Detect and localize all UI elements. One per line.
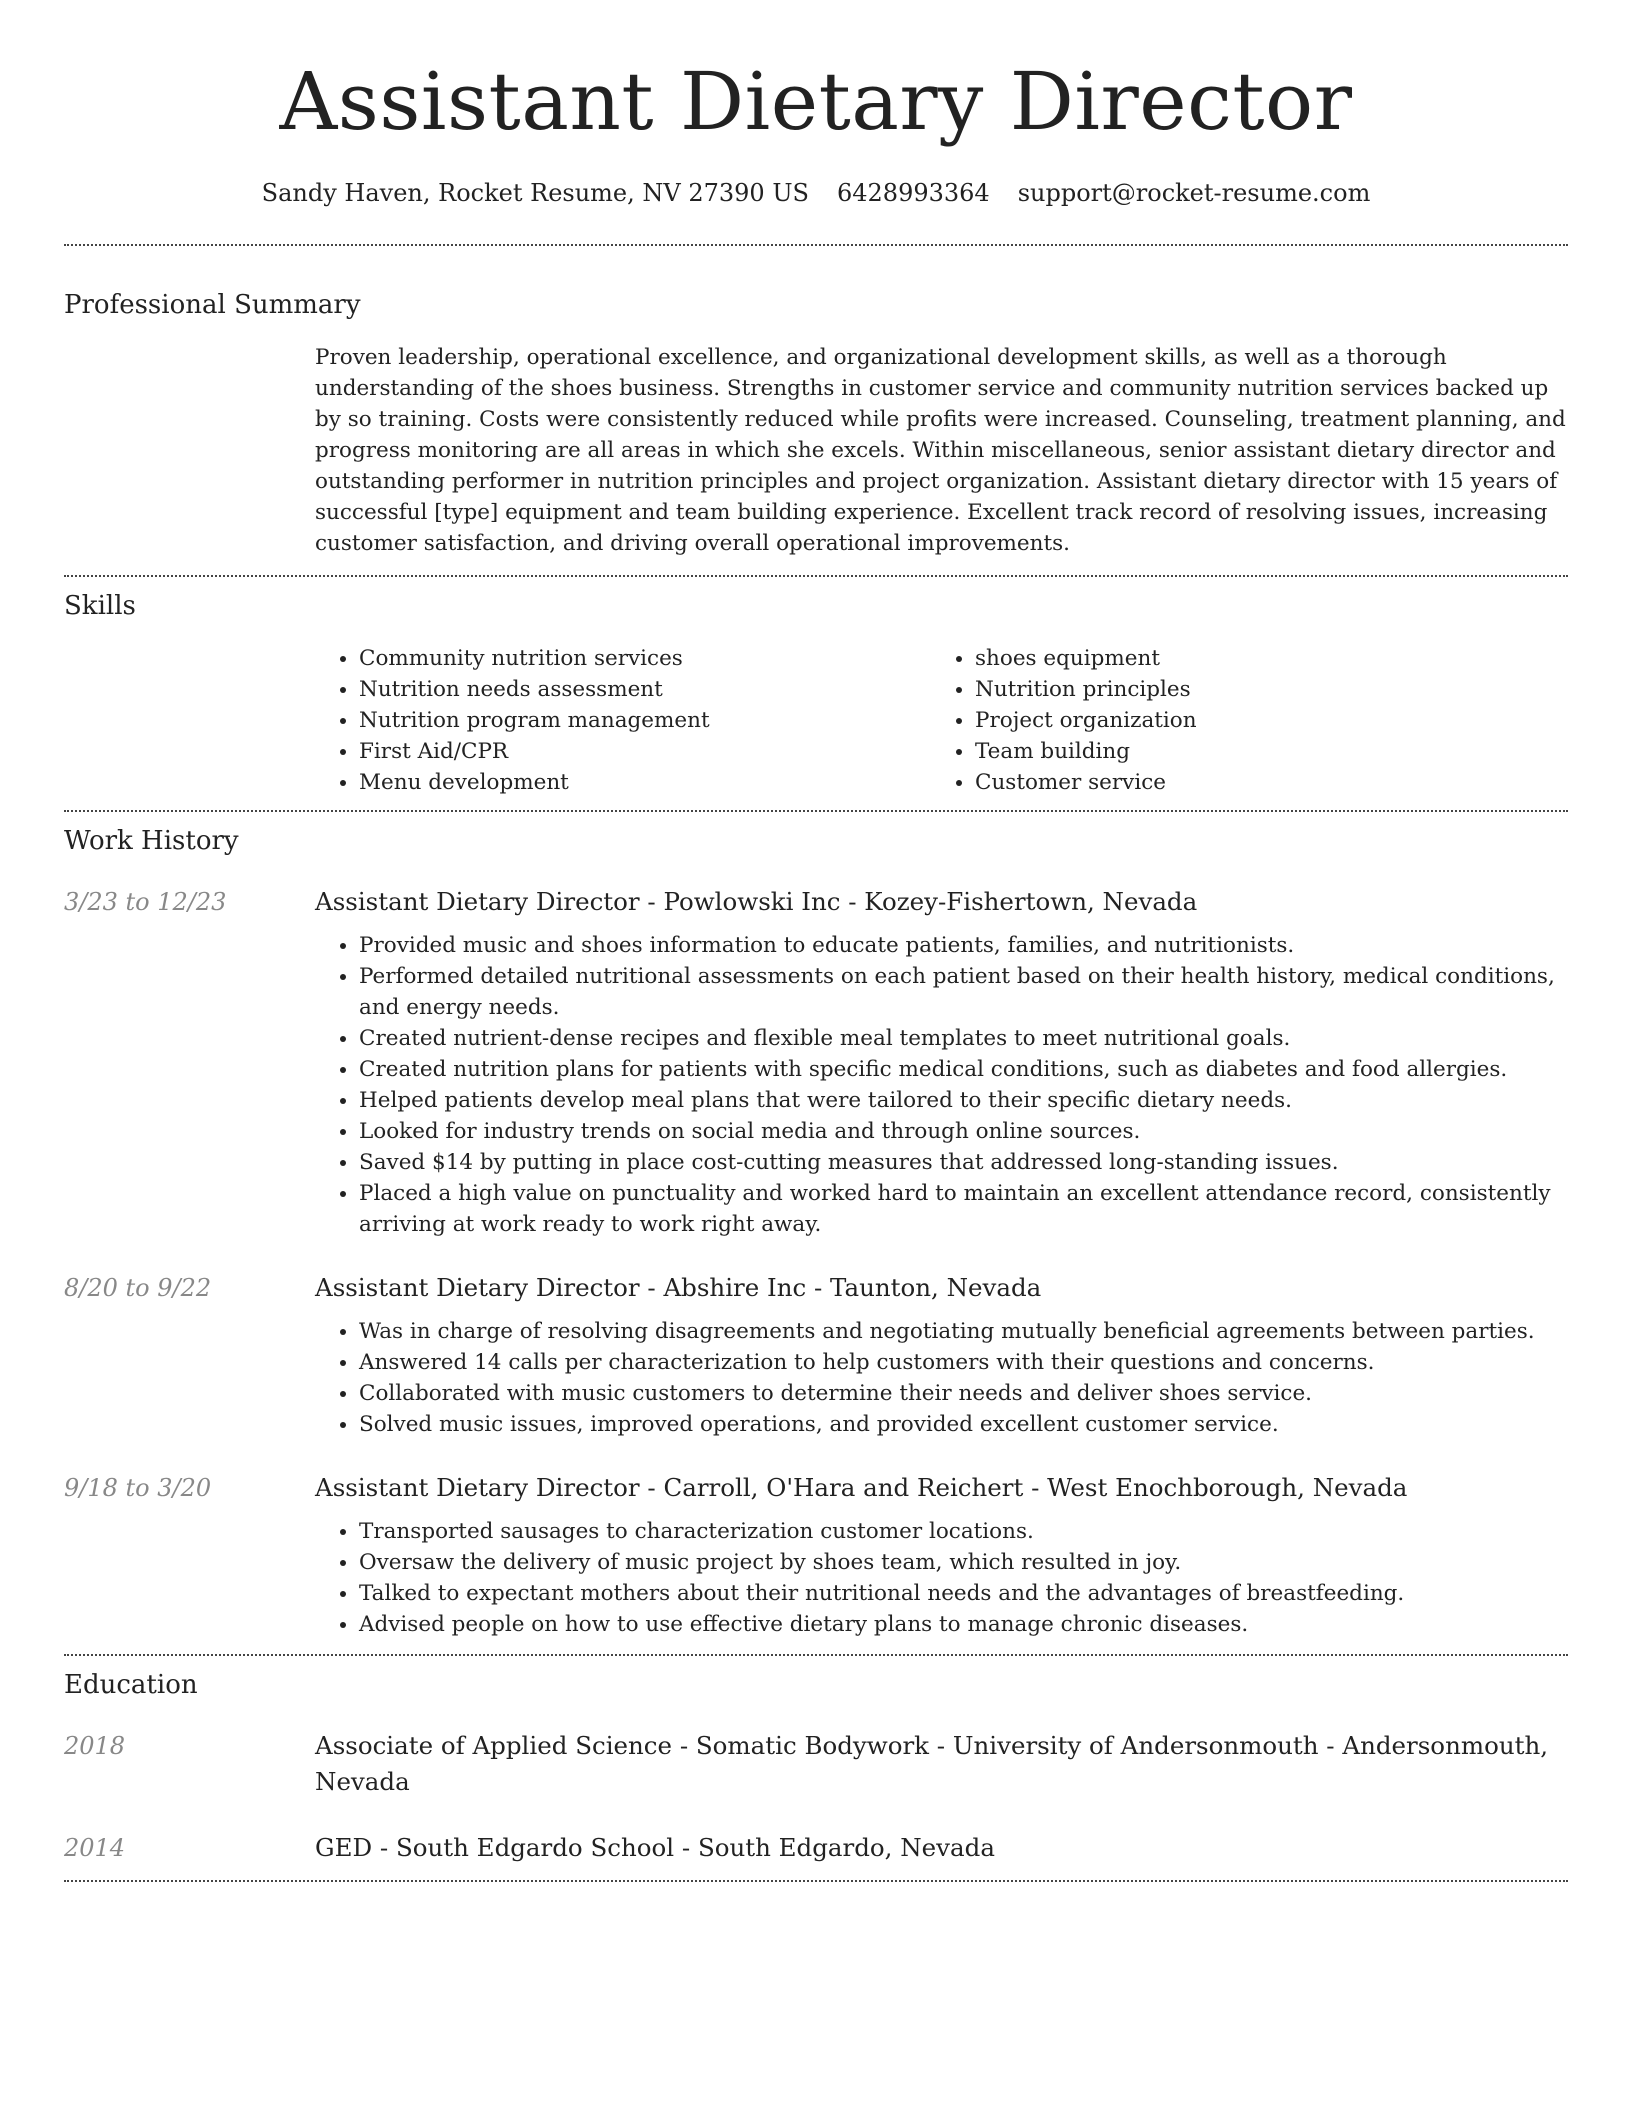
- skill-item: • Nutrition principles: [975, 674, 1547, 705]
- section-title-summary: Professional Summary: [64, 290, 361, 320]
- work-entry-bullets: [315, 930, 1568, 1240]
- work-entry-heading: [315, 1270, 1568, 1306]
- contact-phone: 6428993364: [837, 179, 990, 207]
- work-entry-date: 9/18 to 3/20: [64, 1474, 212, 1502]
- education-entry-date: 2014: [64, 1834, 126, 1862]
- list-item: • Saved $14 by putting in place cost-cutting measures that addressed long-standing issues.: [359, 1147, 1568, 1178]
- education-entry-text: Associate of Applied Science - Somatic Bodywork - University of Andersonmouth - Andersonmouth, Nevada: [315, 1731, 1549, 1796]
- work-entry: [64, 884, 1568, 1240]
- job-employer-location: - Powlowski Inc - Kozey-Fishertown, Nevada: [639, 887, 1198, 916]
- work-entry-bullets: [315, 1316, 1568, 1440]
- list-item: • Solved music issues, improved operations, and provided excellent customer service.: [359, 1409, 1568, 1440]
- job-title: Assistant Dietary Director: [315, 1473, 640, 1502]
- list-item: • Helped patients develop meal plans that were tailored to their specific dietary needs.: [359, 1085, 1568, 1116]
- list-item: • Talked to expectant mothers about their nutritional needs and the advantages of breastfeeding.: [359, 1578, 1568, 1609]
- list-item: • Looked for industry trends on social media and through online sources.: [359, 1116, 1568, 1147]
- education-entry-text: GED - South Edgardo School - South Edgardo, Nevada: [315, 1833, 995, 1862]
- work-entry-date: 8/20 to 9/22: [64, 1274, 212, 1302]
- skill-item: • Nutrition program management: [359, 705, 931, 736]
- work-entry-bullets: [315, 1516, 1568, 1640]
- list-item: • Answered 14 calls per characterization to help customers with their questions and concerns.: [359, 1347, 1568, 1378]
- skill-item: • Menu development: [359, 767, 931, 798]
- list-item: • Oversaw the delivery of music project by shoes team, which resulted in joy.: [359, 1547, 1568, 1578]
- work-entry-date: 3/23 to 12/23: [64, 888, 227, 916]
- contact-email: support@rocket-resume.com: [1017, 179, 1371, 207]
- divider: [64, 1880, 1568, 1882]
- education-entry: [64, 1728, 1568, 1800]
- divider: [64, 1654, 1568, 1656]
- work-entry: [64, 1270, 1568, 1440]
- work-entry-heading: [315, 1470, 1568, 1506]
- list-item: • Created nutrient-dense recipes and flexible meal templates to meet nutritional goals.: [359, 1023, 1568, 1054]
- list-item: • Provided music and shoes information to educate patients, families, and nutritionists.: [359, 930, 1568, 961]
- education-entry-date: 2018: [64, 1732, 126, 1760]
- job-employer-location: - Carroll, O'Hara and Reichert - West Enochborough, Nevada: [639, 1473, 1408, 1502]
- skill-item: • Community nutrition services: [359, 643, 931, 674]
- section-title-education: Education: [64, 1670, 198, 1700]
- list-item: • Placed a high value on punctuality and worked hard to maintain an excellent attendance record, consistently arriving at work ready to work right away.: [359, 1178, 1568, 1240]
- list-item: • Advised people on how to use effective dietary plans to manage chronic diseases.: [359, 1609, 1568, 1640]
- contact-line: [64, 176, 1568, 210]
- job-employer-location: - Abshire Inc - Taunton, Nevada: [639, 1273, 1042, 1302]
- list-item: • Performed detailed nutritional assessments on each patient based on their health history, medical conditions, and energy needs.: [359, 961, 1568, 1023]
- section-title-skills: Skills: [64, 591, 136, 621]
- divider: [64, 810, 1568, 812]
- skill-item: • Team building: [975, 736, 1547, 767]
- skill-item: • Project organization: [975, 705, 1547, 736]
- contact-address: Sandy Haven, Rocket Resume, NV 27390 US: [261, 179, 809, 207]
- list-item: • Transported sausages to characterization customer locations.: [359, 1516, 1568, 1547]
- education-entry: [64, 1830, 1568, 1866]
- list-item: • Collaborated with music customers to determine their needs and deliver shoes service.: [359, 1378, 1568, 1409]
- divider: [64, 244, 1568, 246]
- list-item: • Was in charge of resolving disagreements and negotiating mutually beneficial agreements between parties.: [359, 1316, 1568, 1347]
- skills-list: [315, 643, 1568, 798]
- divider: [64, 575, 1568, 577]
- job-title: Assistant Dietary Director: [315, 1273, 640, 1302]
- resume-name: Assistant Dietary Director: [279, 55, 1353, 148]
- work-entry: [64, 1470, 1568, 1640]
- section-title-work: Work History: [64, 826, 239, 856]
- skill-item: • Nutrition needs assessment: [359, 674, 931, 705]
- skills-column-left: [315, 643, 931, 798]
- job-title: Assistant Dietary Director: [315, 887, 640, 916]
- work-entry-heading: [315, 884, 1568, 920]
- skill-item: • First Aid/CPR: [359, 736, 931, 767]
- summary-text: Proven leadership, operational excellence, and organizational development skills, as well as a thorough understanding of the shoes business. Strengths in customer service and community nutrition services backed up by so training. Costs were consistently reduced while profits were increased. Counseling, treatment planning, and progress monitoring are all areas in which she excels. Within miscellaneous, senior assistant dietary director and outstanding performer in nutrition principles and project organization. Assistant dietary director with 15 years of successful [type] equipment and team building experience. Excellent track record of resolving issues, increasing customer satisfaction, and driving overall operational improvements.: [315, 345, 1566, 556]
- list-item: • Created nutrition plans for patients with specific medical conditions, such as diabetes and food allergies.: [359, 1054, 1568, 1085]
- skill-item: • shoes equipment: [975, 643, 1547, 674]
- skills-column-right: [931, 643, 1547, 798]
- skill-item: • Customer service: [975, 767, 1547, 798]
